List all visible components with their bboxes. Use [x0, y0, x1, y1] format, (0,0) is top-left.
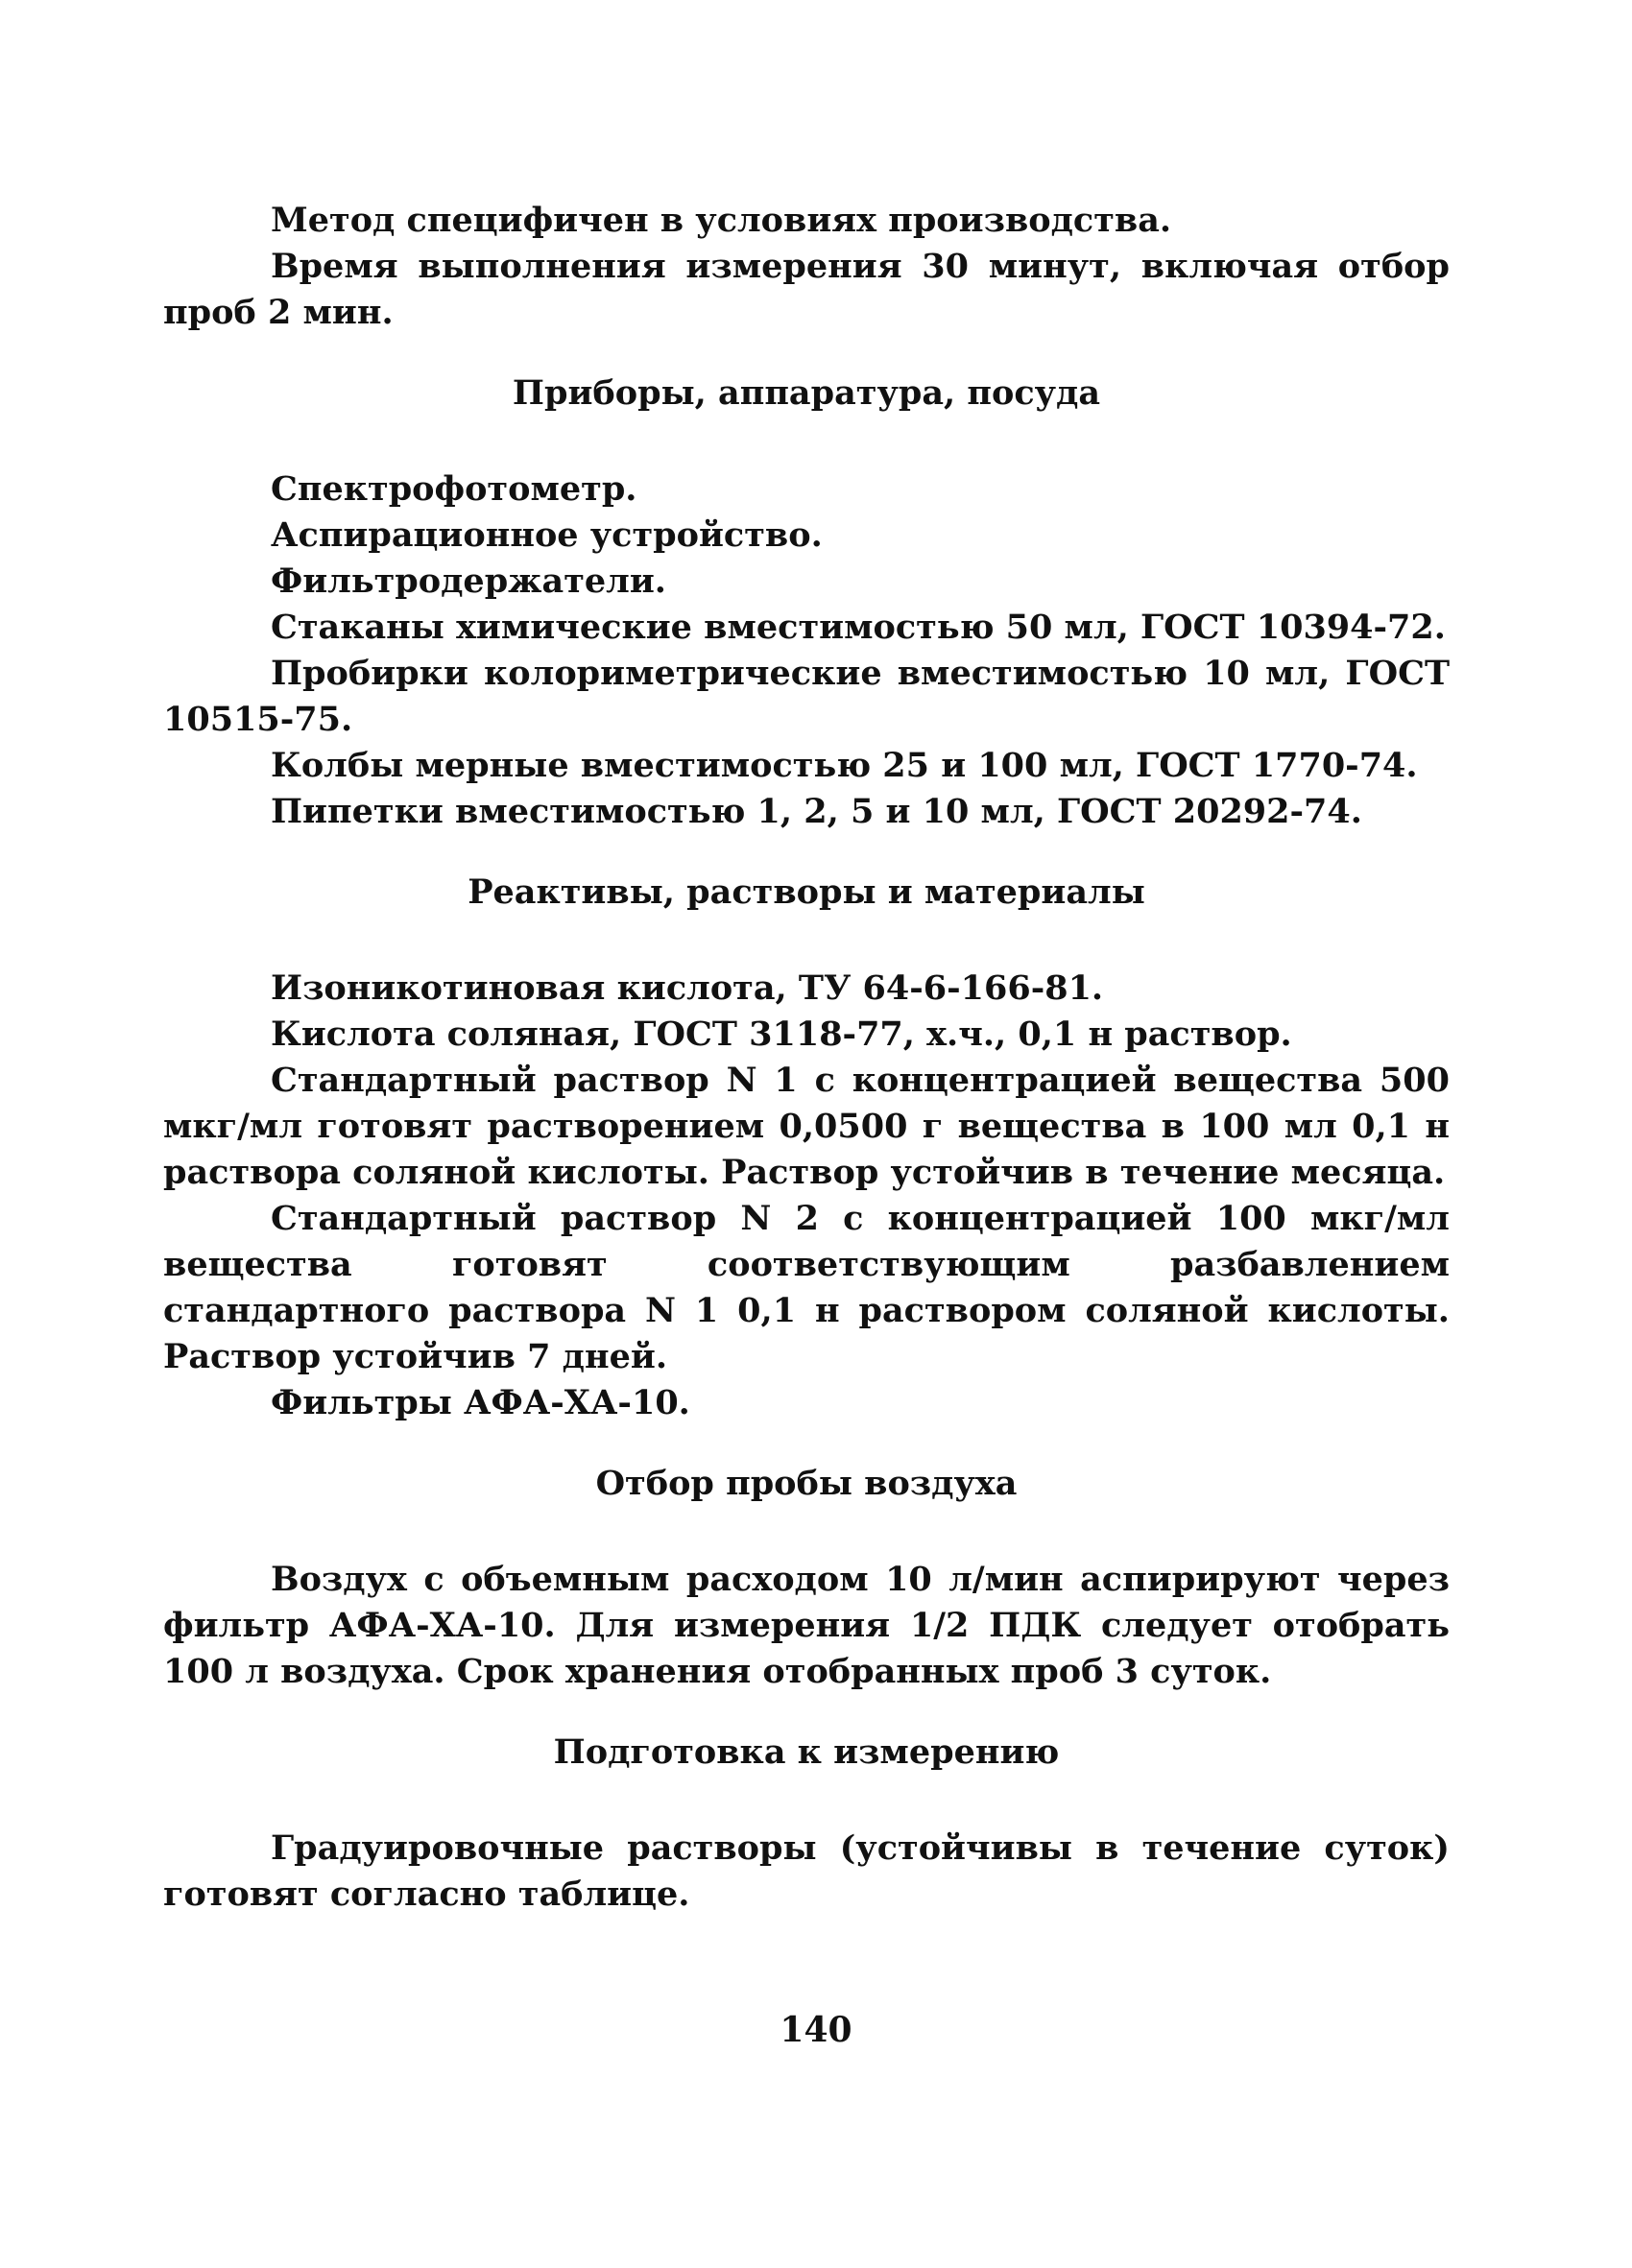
paragraph-air-sampling: Воздух с объемным расходом 10 л/мин аспирируют через фильтр АФА-ХА-10. Для измерения 1/2 ПДК следует отобрать 100 л воздуха. Срок хранения отобранных проб 3 суток. [163, 1560, 1450, 1691]
reagent-item: Стандартный раствор N 1 с концентрацией вещества 500 мкг/мл готовят растворением 0,0500 г вещества в 100 мл 0,1 н раствора соляной кислоты. Раствор устойчив в течение месяца. [163, 1061, 1450, 1192]
heading-air-sampling: Отбор пробы воздуха [595, 1464, 1018, 1503]
instrument-item: Колбы мерные вместимостью 25 и 100 мл, ГОСТ 1770-74. [271, 746, 1418, 785]
paragraph-specificity: Метод специфичен в условиях производства. [271, 201, 1172, 240]
reagent-item: Изоникотиновая кислота, ТУ 64-6-166-81. [271, 968, 1104, 1008]
instrument-item: Пробирки колориметрические вместимостью 10 мл, ГОСТ 10515-75. [163, 654, 1450, 739]
heading-preparation: Подготовка к измерению [553, 1732, 1060, 1772]
heading-reagents: Реактивы, растворы и материалы [468, 872, 1145, 912]
instrument-item: Пипетки вместимостью 1, 2, 5 и 10 мл, ГОСТ 20292-74. [271, 792, 1362, 831]
page-number: 140 [780, 2010, 852, 2050]
paragraph-measurement-time: Время выполнения измерения 30 минут, включая отбор проб 2 мин. [163, 247, 1450, 332]
page-body [163, 198, 1450, 1918]
instrument-item: Аспирационное устройство. [271, 515, 823, 555]
instrument-item: Стаканы химические вместимостью 50 мл, ГОСТ 10394-72. [271, 608, 1446, 647]
reagent-item: Кислота соляная, ГОСТ 3118-77, х.ч., 0,1 н раствор. [271, 1015, 1292, 1054]
instrument-item: Спектрофотометр. [271, 469, 637, 509]
instrument-item: Фильтродержатели. [271, 561, 666, 601]
reagent-item: Фильтры АФА-ХА-10. [271, 1383, 690, 1422]
reagent-item: Стандартный раствор N 2 с концентрацией 100 мкг/мл вещества готовят соответствующим разбавлением стандартного раствора N 1 0,1 н раствором соляной кислоты. Раствор устойчив 7 дней. [163, 1199, 1450, 1376]
paragraph-preparation: Градуировочные растворы (устойчивы в течение суток) готовят согласно таблице. [163, 1828, 1450, 1914]
heading-instruments: Приборы, аппаратура, посуда [512, 373, 1101, 413]
